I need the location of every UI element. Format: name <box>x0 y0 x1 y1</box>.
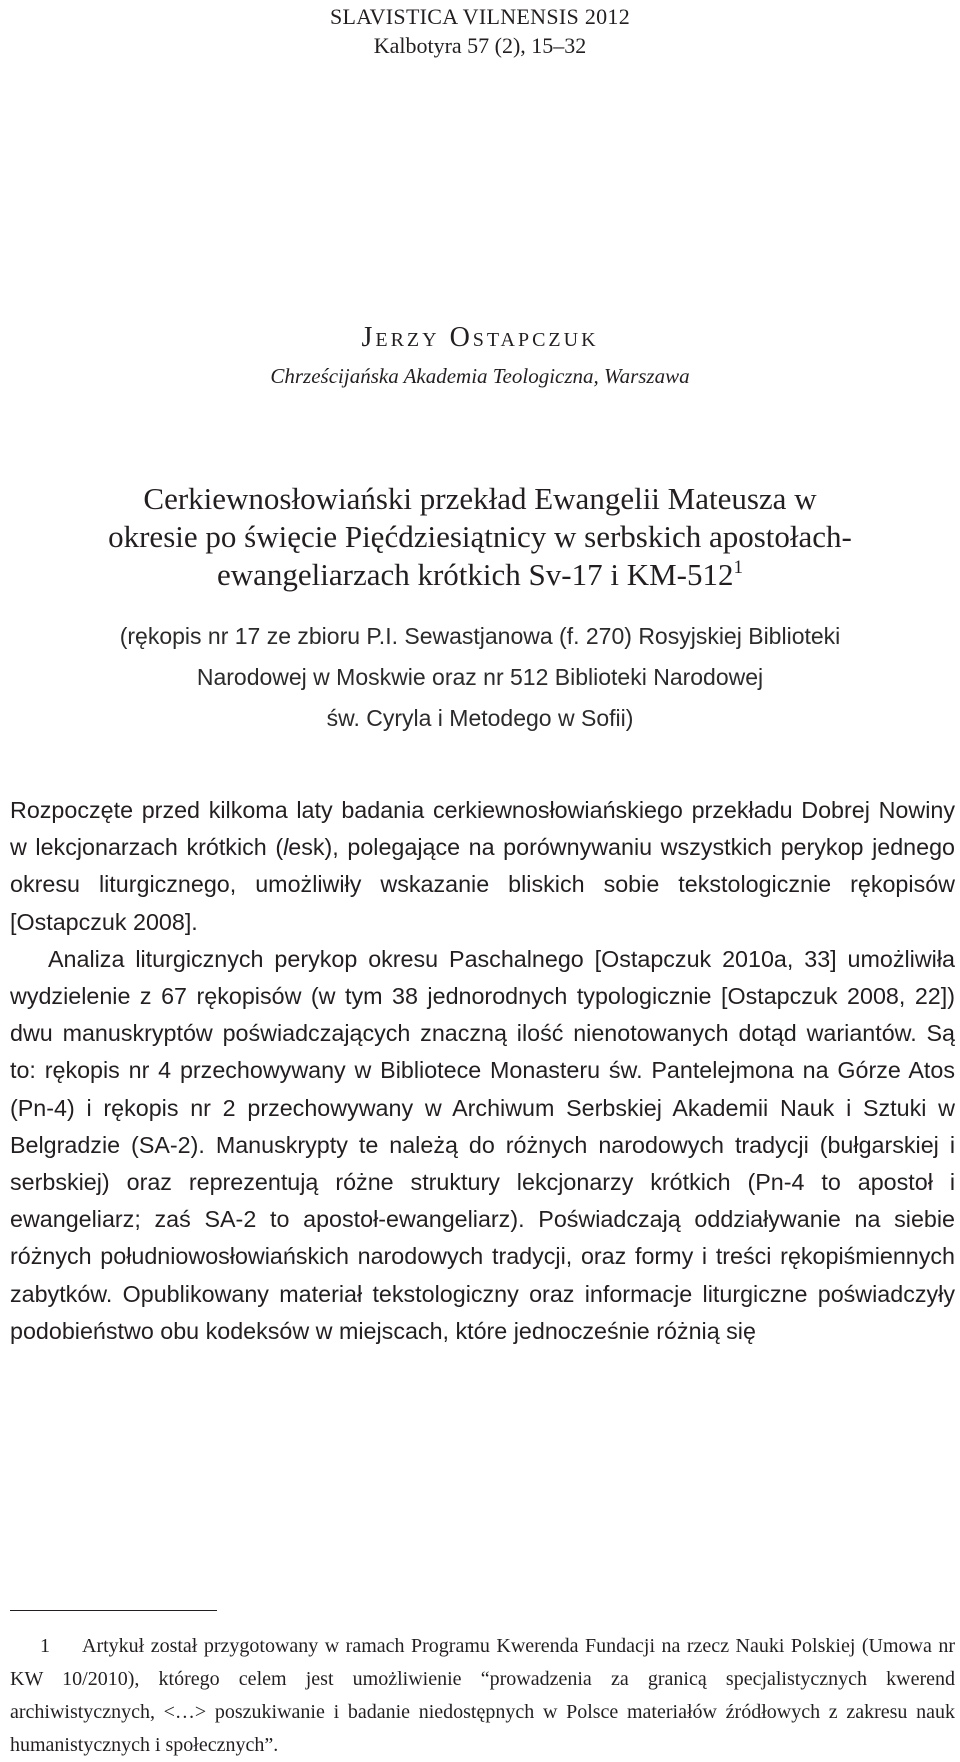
footnote <box>10 1630 955 1762</box>
body-paragraph <box>10 792 955 941</box>
body-text-italic: l <box>283 834 289 861</box>
article-subtitle-line: Narodowej w Moskwie oraz nr 512 Biblioteki Narodowej <box>196 664 764 690</box>
footnote-divider <box>10 1610 217 1611</box>
footnote-number: 1 <box>40 1635 50 1657</box>
article-title-line: Cerkiewnosłowiański przekład Ewangelii Mateusza w <box>143 481 817 516</box>
article-title <box>40 480 920 594</box>
article-body <box>10 792 955 1350</box>
article-subtitle <box>100 616 860 739</box>
body-paragraph: Analiza liturgicznych perykop okresu Paschalnego [Ostapczuk 2010a, 33] umożliwiła wydzielenie z 67 rękopisów (w tym 38 jednorodnych typologicznie [Ostapczuk 2008, 22]) dwu manuskryptów poświadczających znaczną ilość nienotowanych dotąd wariantów. Są to: rękopis nr 4 przechowywany w Bibliotece Monasteru św. Pantelejmona na Górze Atos (Pn-4) i rękopis nr 2 przechowywany w Archiwum Serbskiej Akademii Nauk i Sztuki w Belgradzie (SA-2). Manuskrypty te należą do różnych narodowych tradycji (bułgarskiej i serbskiej) oraz reprezentują różne struktury lekcjonarzy krótkich (Pn-4 to apostoł i ewangeliarz; zaś SA-2 to apostoł-ewangeliarz). Poświadczają oddziaływanie na siebie różnych południowosłowiańskich narodowych tradycji, oraz formy i treści rękopiśmiennych zabytków. Opublikowany materiał tekstologiczny oraz informacje liturgiczne poświadczyły podobieństwo obu kodeksów w miejscach, które jednocześnie różnią się <box>10 945 955 1344</box>
footnote-text: Artykuł został przygotowany w ramach Programu Kwerenda Fundacji na rzecz Nauki Polskiej (Umowa nr KW 10/2010), którego celem jest umożliwienie “prowadzenia za granicą specjalistycznych kwerend archiwistycznych, <…> poszukiwanie i badanie niedostępnych w Polsce materiałów źródłowych z zakresu nauk humanistycznych i społecznych”. <box>10 1635 955 1756</box>
footnote-reference[interactable]: 1 <box>733 557 743 578</box>
article-subtitle-line: (rękopis nr 17 ze zbioru P.I. Sewastjanowa (f. 270) Rosyjskiej Biblioteki <box>119 623 841 649</box>
article-subtitle-line: św. Cyryla i Metodego w Sofii) <box>326 705 634 731</box>
author-affiliation: Chrześcijańska Akademia Teologiczna, Warszawa <box>270 364 690 388</box>
body-text: esk), polegające na porównywaniu wszystkich perykop jednego okresu liturgicznego, umożliwiły wskazanie bliskich sobie tekstologicznie rękopisów [Ostapczuk 2008]. <box>10 834 955 935</box>
journal-volume: Kalbotyra 57 (2), 15–32 <box>373 33 587 58</box>
article-title-line: ewangeliarzach krótkich Sv-17 i KM-512 <box>216 557 734 592</box>
body-text: Rozpoczęte przed kilkoma laty badania cerkiewnosłowiańskiego przekładu Dobrej Nowiny w lekcjonarzach krótkich ( <box>10 797 955 861</box>
journal-header <box>0 0 960 60</box>
article-title-line: okresie po święcie Pięćdziesiątnicy w serbskich apostołach- <box>108 519 852 554</box>
author-name: Jerzy Ostapczuk <box>361 322 599 353</box>
journal-name: SLAVISTICA VILNENSIS 2012 <box>329 4 631 29</box>
